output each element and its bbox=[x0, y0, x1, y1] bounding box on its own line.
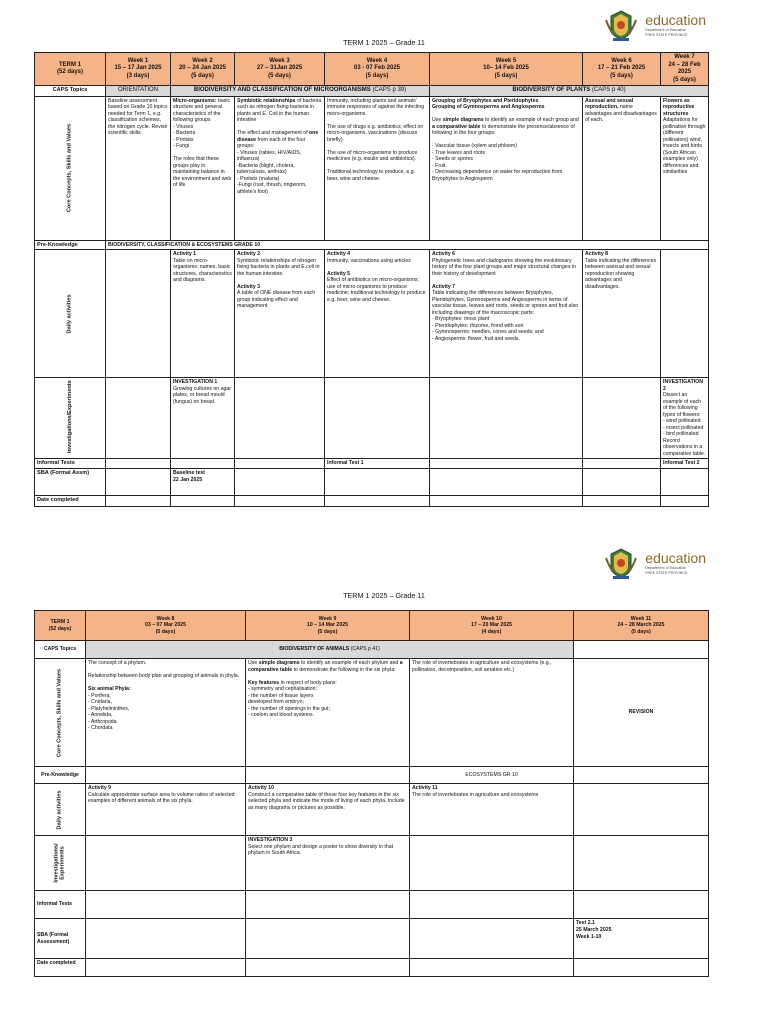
daily-w4: Activity 4 Immunity, vaccinations using articles Activity 5 Effect of antibiotics on micro-organisms; use of micro-organisms to produce medicine; traditional technology to produce e.g. beer, wine and cheese. bbox=[325, 250, 430, 378]
date-completed-label: Date completed bbox=[35, 496, 106, 507]
core-w2: Micro-organisms: basic structure and general characteristics of the following groups - Viruses - Bacteria - Protists - Fungi The roles that these groups play in maintaining balance in the environment and web of life bbox=[171, 96, 235, 240]
pre-knowledge-label: Pre-Knowledge bbox=[35, 767, 86, 784]
daily-w6: Activity 8 Table indicating the differences between asexual and sexual reproduction showing advantages and disadvantages. bbox=[583, 250, 661, 378]
week-7-header: Week 7 24 – 28 Feb 2025 (5 days) bbox=[661, 53, 709, 86]
orientation-topic: ORIENTATION bbox=[106, 86, 171, 97]
informal-tests-label: Informal Tests bbox=[35, 891, 86, 919]
core-w5: Grouping of Bryophytes and Pteridophytes Grouping of Gymnosperms and Angiosperms Use simple diagrams to identify an example of each group and a comparative table to demonstrate the presence/absence of following in the four groups: - Vascular tissue (xylem and phloem) - True leaves and roots - Seeds or spores - Fruit. - Decreasing dependence on water for reproduction from Bryophytes to Angiosperm bbox=[430, 96, 583, 240]
brand-name: education bbox=[645, 11, 706, 28]
daily-w8: Activity 9 Calculate approximate surface area to volume ratios of selected examples of different animals of the six phyla. bbox=[86, 784, 246, 836]
sba-baseline-test: Baseline test 22 Jan 2025 bbox=[171, 469, 235, 496]
week-10-header: Week 10 17 – 20 Mar 2025 (4 days) bbox=[410, 611, 574, 641]
sba-test-2-1: Test 2.1 25 March 2025 Week 1-10 bbox=[574, 919, 709, 959]
caps-w11 bbox=[574, 641, 709, 659]
plants-topic: BIODIVERSITY OF PLANTS (CAPS p 40) bbox=[430, 86, 709, 97]
core-w3: Symbiotic relationships of bacteria such as nitrogen fixing bacteria in plants and E. Coli in the human intestine The effect and management of one disease from each of the four groups: - Viruses (rabies, HIV/AIDS, influenza) -Bacteria (blight, cholera, tuberculosis, anthrax) - Protists (malaria) -Fungi (rust, thrush, ringworm, athlete's foot) bbox=[235, 96, 325, 240]
core-w7: Flowers as reproductive structures Adaptations for pollination through (different pollinators) wind, insects and birds (South African examples only) differences and similarities bbox=[661, 96, 709, 240]
animals-topic: BIODIVERSITY OF ANIMALS (CAPS p 41) bbox=[86, 641, 574, 659]
core-w1: Baseline assessment based on Grade 10 topics needed for Term 1, e.g. classification schemes, the nitrogen cycle. Revise scientific skills. bbox=[106, 96, 171, 240]
daily-w9: Activity 10 Construct a comparative table of these four key features in the six selected phyla and indicate the mode of living of each phyla. Include as many diagrams or pictures as possible. bbox=[246, 784, 410, 836]
informal-test-1: Informal Test 1 bbox=[325, 459, 430, 469]
daily-w1 bbox=[106, 250, 171, 378]
week-3-header: Week 3 27 – 31Jan 2025 (5 days) bbox=[235, 53, 325, 86]
province-line: FREE STATE PROVINCE bbox=[645, 33, 688, 37]
inv-w7: INVESTIGATION 2 Dissect an example of each of the following types of flowers: - wind pollinated - insect pollinated - bird pollinated Record observations in a comparative table. bbox=[661, 378, 709, 459]
daily-w3: Activity 2 Symbiotic relationships of nitrogen fixing bacteria in plants and E.coli in the human intestine. Activity 3 A table of ONE disease from each group indicating effect and management bbox=[235, 250, 325, 378]
inv-w4 bbox=[325, 378, 430, 459]
page1-title: TERM 1 2025 – Grade 11 bbox=[343, 38, 425, 47]
term1-schedule-table-2 bbox=[34, 610, 709, 977]
daily-w7 bbox=[661, 250, 709, 378]
sba-label: SBA (Formal Assessment) bbox=[35, 919, 86, 959]
week-5-header: Week 5 10– 14 Feb 2025 (5 days) bbox=[430, 53, 583, 86]
week-11-header: Week 11 24 – 28 March 2025 (5 days) bbox=[574, 611, 709, 641]
investigations-label: Investigations/ Experiments bbox=[35, 836, 86, 891]
page2-title: TERM 1 2025 – Grade 11 bbox=[343, 591, 425, 600]
caps-topics-label: CAPS Topics bbox=[35, 641, 86, 659]
daily-w10: Activity 11 The role of invertebrates in agriculture and ecosystems bbox=[410, 784, 574, 836]
sba-label: SBA (Formal Assm) bbox=[35, 469, 106, 496]
investigations-label: Investigations/Experiments bbox=[35, 378, 106, 459]
dept-line: Department of Education bbox=[645, 565, 687, 570]
core-w4: Immunity, including plants and animals' immune responses of against the infecting micro-organisms. The use of drugs e.g. antibiotics; effect on micro-organisms, vaccinations (discuss briefly) The use of micro-organisms to produce medicines (e.g. insulin and antibiotics). Traditional technology to produce, e.g. beer, wine and cheese. bbox=[325, 96, 430, 240]
term1-schedule-table-1 bbox=[34, 52, 709, 507]
week-1-header: Week 1 15 – 17 Jan 2025 (3 days) bbox=[106, 53, 171, 86]
core-w8: The concept of a phylum. Relationship between body plan and grouping of animals in phyla. Six animal Phyla: - Porifera, - Cnidaria, - Platyhelminthes, - Annelida, - Arthropoda - Chordata bbox=[86, 659, 246, 767]
dept-line: Department of Education bbox=[645, 27, 687, 32]
inv-w5 bbox=[430, 378, 583, 459]
inv-w2: INVESTIGATION 1 Growing cultures on agar plates, or bread mould (fungus) on bread. bbox=[171, 378, 235, 459]
week-6-header: Week 6 17 – 21 Feb 2025 (5 days) bbox=[583, 53, 661, 86]
informal-tests-label: Informal Tests bbox=[35, 459, 106, 469]
inv-w9: INVESTIGATION 3 Select one phylum and design a poster to show diversity in that phylum in South Africa. bbox=[246, 836, 410, 891]
core-w9: Use simple diagrams to identify an example of each phylum and a comparative table to demonstrate the following in the six phyla: Key features in respect of body plans: - symmetry and cephalisation; - the number of tissue layers developed from embryo; - the number of openings in the gut; - coelom and blood systems. bbox=[246, 659, 410, 767]
inv-w1 bbox=[106, 378, 171, 459]
daily-activities-label: Daily activities bbox=[35, 784, 86, 836]
week-8-header: Week 8 03 – 07 Mar 2025 (5 days) bbox=[86, 611, 246, 641]
daily-w5: Activity 6 Phylogenetic trees and cladograms showing the evolutionary history of the four plant groups and major structural changes in their history of development Activity 7 Table indicating the differences between Bryophytes, Pteridophytes, Gymnosperms and Angiosperms in terms of vascular tissue, leaves and roots, seeds or spores and fruit also including drawings of the macroscopic parts: - Bryophytes: moss plant - Pteridophytes: rhizome, frond with sori - Gymnosperms: needles, cones and seeds; and - Angiosperms: flower, fruit and seeds. bbox=[430, 250, 583, 378]
date-completed-label: Date completed bbox=[35, 959, 86, 977]
province-line: FREE STATE PROVINCE bbox=[645, 571, 688, 575]
informal-test-2: Informal Test 2 bbox=[661, 459, 709, 469]
inv-w3 bbox=[235, 378, 325, 459]
inv-w6 bbox=[583, 378, 661, 459]
week-9-header: Week 9 10 – 14 Mar 2025 (5 days) bbox=[246, 611, 410, 641]
pre-knowledge-label: Pre-Knowledge bbox=[35, 240, 106, 250]
education-logo bbox=[601, 8, 706, 42]
core-concepts-label: Core Concepts, Skills and Values bbox=[35, 96, 106, 240]
term-header: TERM 1 (52 days) bbox=[35, 611, 86, 641]
coat-of-arms-icon bbox=[601, 546, 641, 580]
education-logo-2 bbox=[601, 546, 706, 580]
week-2-header: Week 2 20 – 24 Jan 2025 (5 days) bbox=[171, 53, 235, 86]
caps-topics-label: CAPS Topics bbox=[35, 86, 106, 97]
revision-label: REVISION bbox=[574, 659, 709, 767]
week-4-header: Week 4 03 - 07 Feb 2025 (5 days) bbox=[325, 53, 430, 86]
brand-name: education bbox=[645, 549, 706, 566]
pre-knowledge-value: BIODIVERSITY, CLASSIFICATION & ECOSYSTEMS GRADE 10 bbox=[106, 240, 709, 250]
coat-of-arms-icon bbox=[601, 8, 641, 42]
microorganisms-topic: BIODIVERSITY AND CLASSIFICATION OF MICROORGANISMS (CAPS p 39) bbox=[171, 86, 430, 97]
pre-knowledge-value: ECOSYSTEMS GR 10 bbox=[410, 767, 574, 784]
daily-activities-label: Daily activities bbox=[35, 250, 106, 378]
daily-w2: Activity 1 Table on micro-organisms: names, basic structures, characteristics and diagrams. bbox=[171, 250, 235, 378]
core-concepts-label: Core Concepts, Skills and Values bbox=[35, 659, 86, 767]
term-header: TERM 1 (52 days) bbox=[35, 53, 106, 86]
core-w10: The role of invertebrates in agriculture and ecosystems (e.g., pollination, decomposition, soil aeration etc.) bbox=[410, 659, 574, 767]
core-w6: Asexual and sexual reproduction, name advantages and disadvantages of each. bbox=[583, 96, 661, 240]
